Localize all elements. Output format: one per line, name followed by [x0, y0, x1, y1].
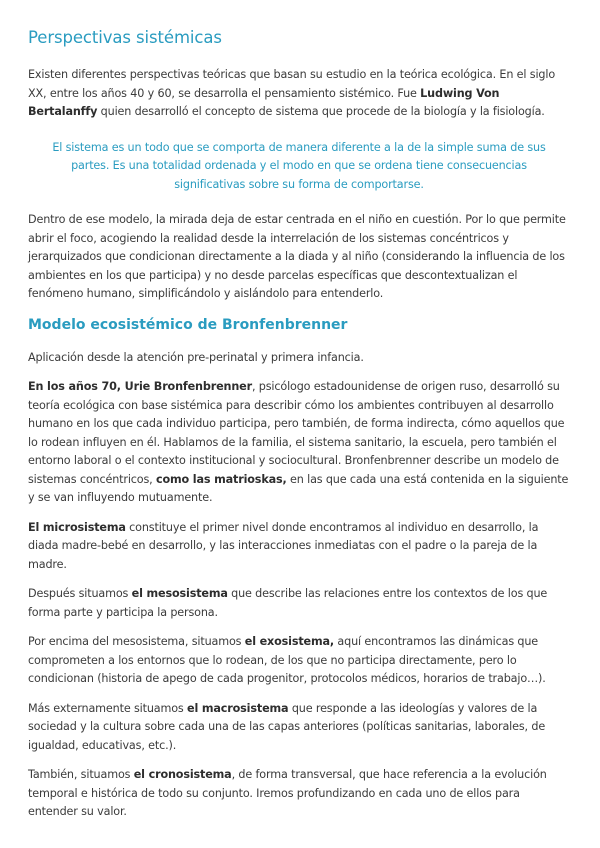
- system-definition-quote: El sistema es un todo que se comporta de manera diferente a la de la simple suma de sus partes. Es una totalidad ordenada y el modo en que se ordena tiene consecuencias significativas sobre su forma de comportarse.: [52, 140, 546, 191]
- bronf-text-1: , psicólogo estadounidense de origen ruso, desarrolló su teoría ecológica con base sistémica para describir cómo los ambientes contribuyen al desarrollo humano en los que cada individuo participa, pero también, de forma indirecta, cómo aquellos que lo rodean influyen en él. Hablamos de la familia, el sistema sanitario, la escuela, pero también el entorno laboral o el contexto institucional y sociocultural. Bronfenbrenner describe un modelo de sistemas concéntricos,: [28, 380, 565, 486]
- chronosystem-lead: También, situamos: [28, 768, 134, 781]
- macrosystem-lead: Más externamente situamos: [28, 701, 188, 715]
- bertalanffy-name: Ludwing Von Bertalanffy: [28, 86, 500, 118]
- model-paragraph: Dentro de ese modelo, la mirada deja de estar centrada en el niño en cuestión. Por lo que permite abrir el foco, acogiendo la realidad desde la interrelación de los sistemas concéntricos y jerarquizados que condicionan directamente a la diada y al niño (considerando la influencia de los ambientes en los que participa) y no desde parcelas específicas que descontextualizan el fenómeno humano, simplificándolo y aislándolo para entenderlo.: [28, 213, 566, 300]
- exosystem-lead: Por encima del mesosistema, situamos: [28, 635, 245, 648]
- mesosystem-text: que describe las relaciones entre los contextos de los que forma parte y participa la persona.: [28, 587, 548, 619]
- application-paragraph: Aplicación desde la atención pre-perinatal y primera infancia.: [28, 350, 364, 364]
- macrosystem-paragraph: [28, 700, 570, 756]
- mesosystem-lead: Después situamos: [28, 587, 132, 600]
- mesosystem-paragraph: [28, 585, 570, 622]
- exosystem-term: el exosistema,: [244, 635, 335, 648]
- bronf-text-2: en las que cada una está contenida en la siguiente y se van influyendo mutuamente.: [28, 472, 569, 504]
- microsystem-paragraph: [28, 519, 570, 575]
- macrosystem-term: el macrosistema: [187, 701, 289, 715]
- mesosystem-term: el mesosistema: [131, 587, 228, 600]
- bronf-bold-2: como las matrioskas,: [155, 472, 287, 486]
- chronosystem-text: , de forma transversal, que hace referencia a la evolución temporal e histórica de todo su conjunto. Iremos profundizando en cada uno de ellos para entender su valor.: [28, 768, 547, 818]
- section-heading: Modelo ecosistémico de Bronfenbrenner: [28, 316, 348, 333]
- intro-text-1: Existen diferentes perspectivas teóricas que basan su estudio en la teórica ecológica. En el siglo XX, entre los años 40 y 60, se desarrolla el pensamiento sistémico. Fue: [28, 68, 556, 100]
- microsystem-term: El microsistema: [28, 520, 126, 534]
- macrosystem-text: que responde a las ideologías y valores de la sociedad y la cultura sobre cada una de las capas anteriores (políticas sanitarias, laborales, de igualdad, educativas, etc.).: [28, 701, 546, 752]
- intro-paragraph: [28, 66, 570, 122]
- bronf-bold-1: En los años 70, Urie Bronfenbrenner: [28, 380, 252, 393]
- chronosystem-term: el cronosistema: [133, 768, 232, 781]
- exosystem-paragraph: [28, 633, 570, 689]
- intro-text-2: quien desarrolló el concepto de sistema que procede de la biología y la fisiología.: [97, 105, 545, 118]
- microsystem-text: constituye el primer nivel donde encontramos al individuo en desarrollo, la diada madre-bebé en desarrollo, y las interacciones inmediatas con el padre o la pareja de la madre.: [28, 520, 539, 571]
- page-title: Perspectivas sistémicas: [28, 28, 222, 47]
- chronosystem-paragraph: [28, 766, 570, 822]
- bronfenbrenner-paragraph: [28, 378, 570, 508]
- exosystem-text: aquí encontramos las dinámicas que comprometen a los entornos que lo rodean, de los que no participa directamente, pero lo condicionan (historia de apego de cada progenitor, protocolos médicos, horarios de trabajo…).: [28, 635, 546, 685]
